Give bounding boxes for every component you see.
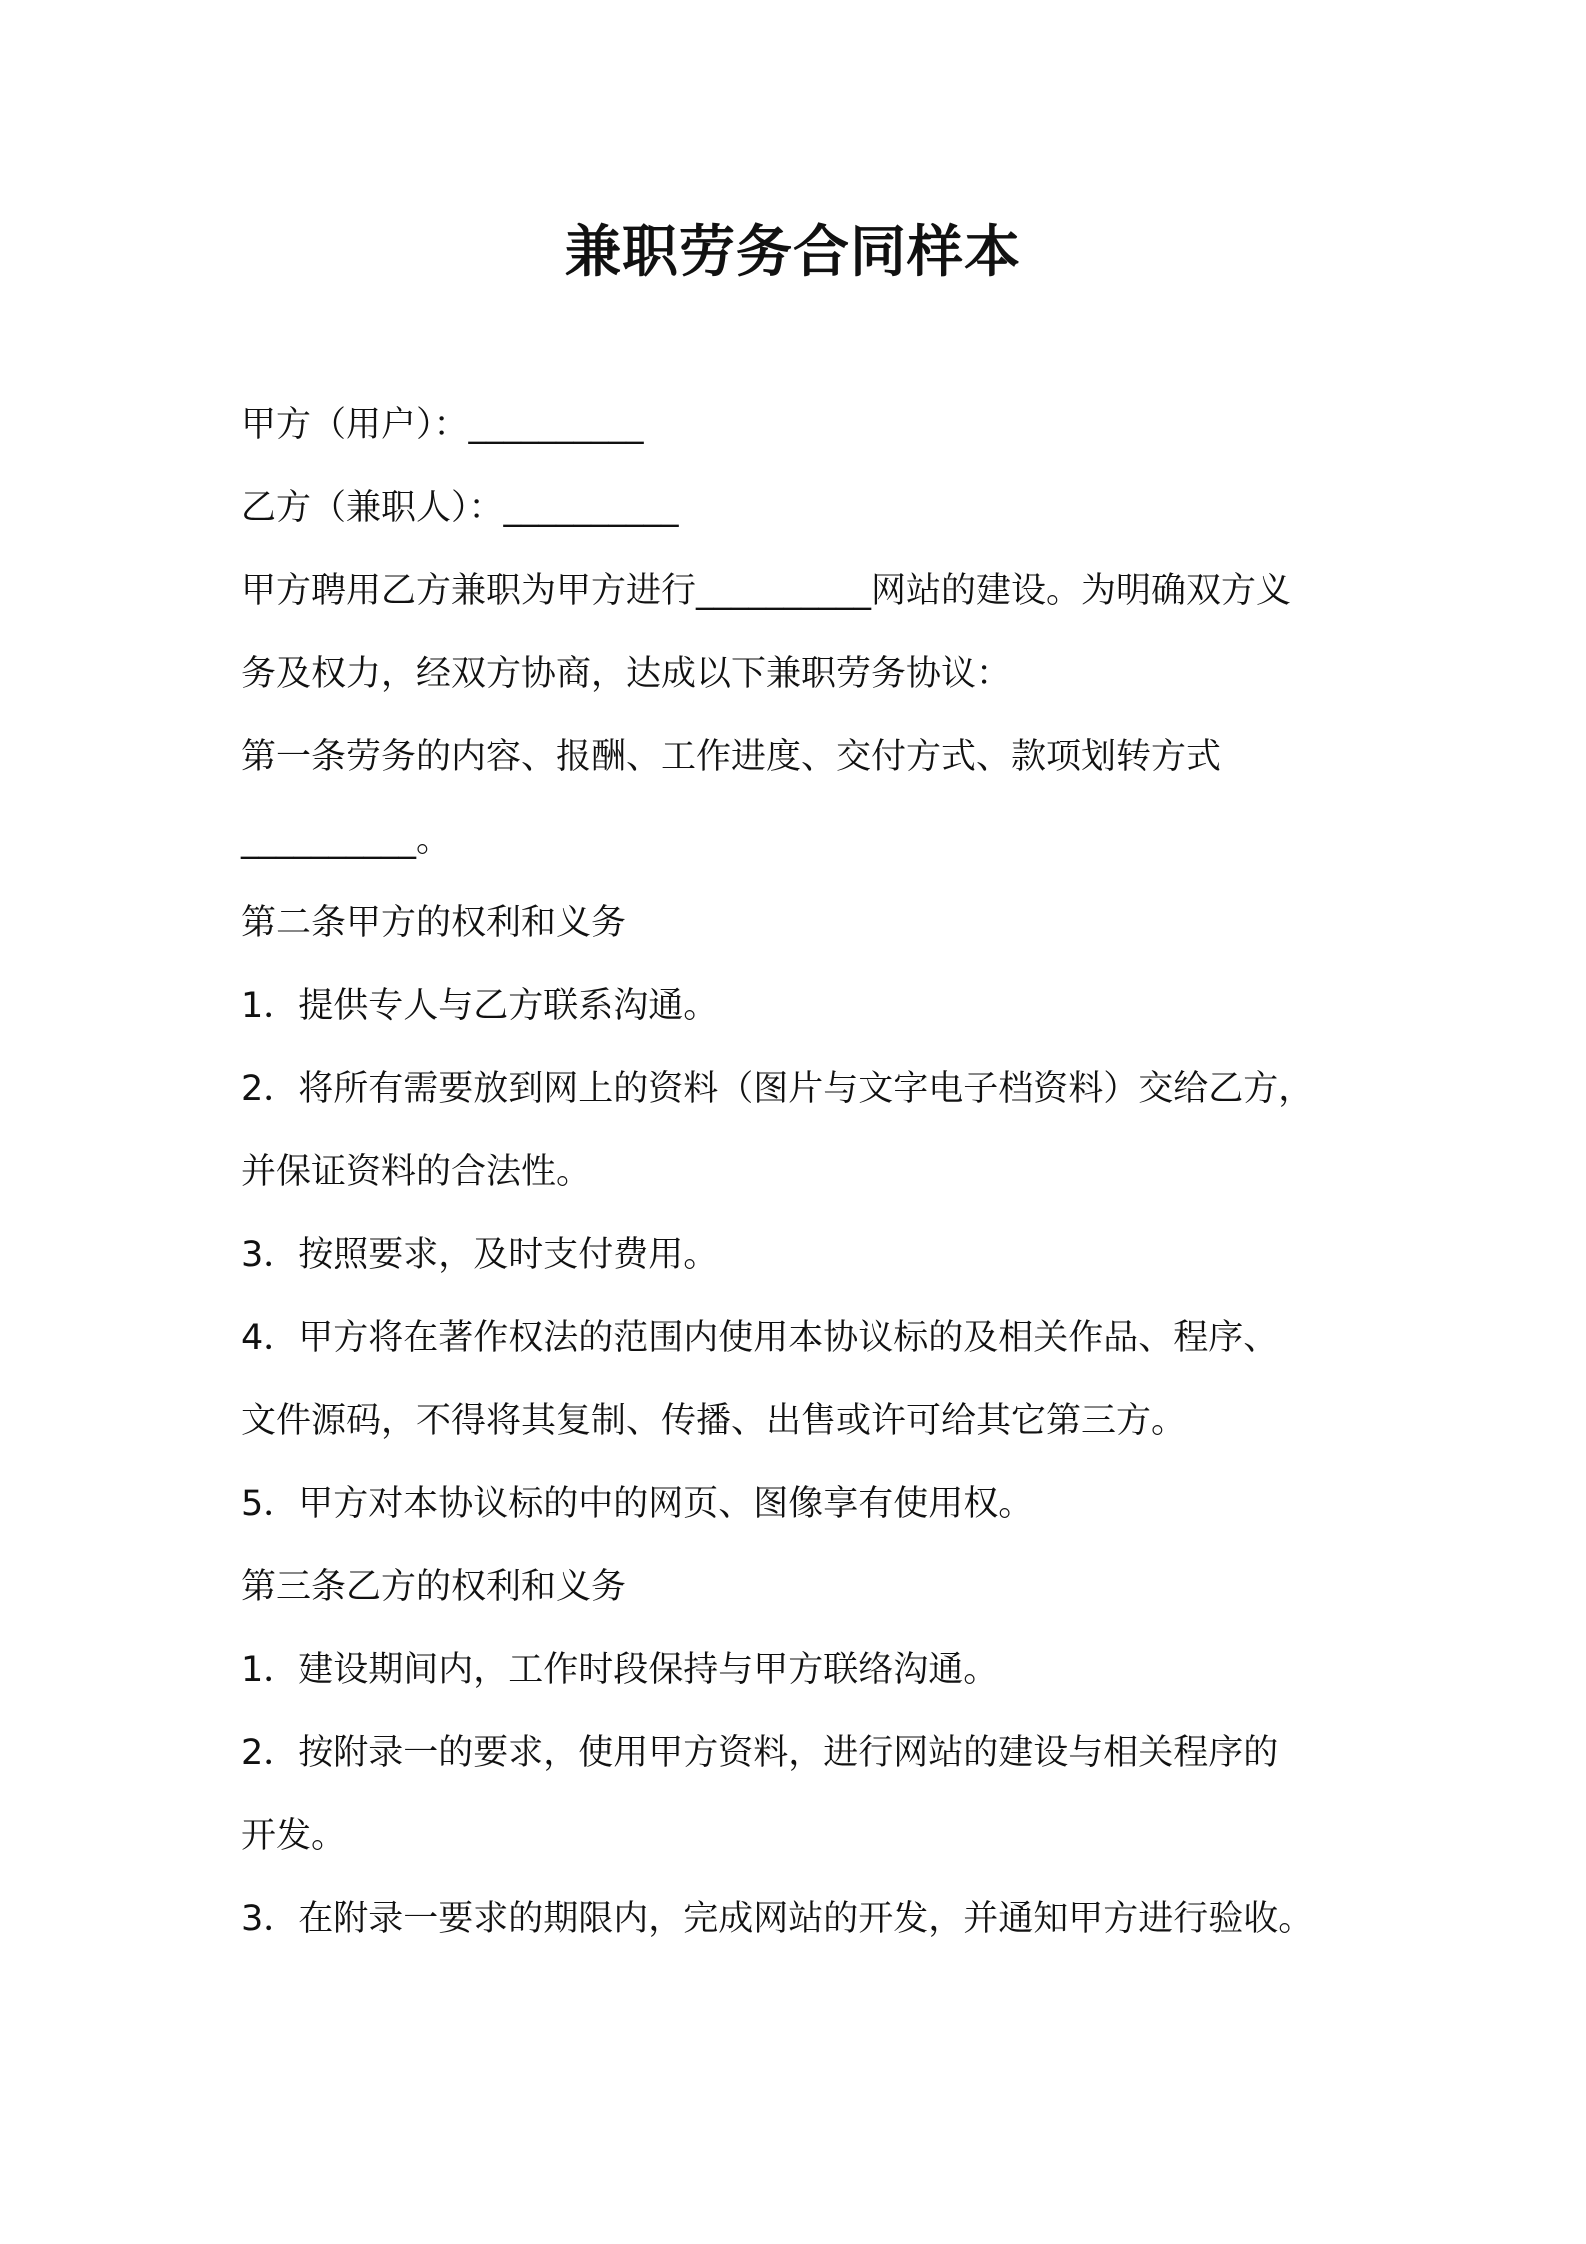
list-item: 2．将所有需要放到网上的资料（图片与文字电子档资料）交给乙方，: [241, 1069, 1314, 1109]
contract-body: [241, 404, 1391, 1940]
paragraph-line: 务及权力，经双方协商，达成以下兼职劳务协议：: [241, 654, 1012, 694]
document-title: 兼职劳务合同样本: [565, 220, 1021, 285]
paragraph-line: 甲方聘用乙方兼职为甲方进行__________网站的建设。为明确双方义: [241, 571, 1292, 611]
list-item: 2．按附录一的要求，使用甲方资料，进行网站的建设与相关程序的: [241, 1733, 1279, 1773]
list-item: 5．甲方对本协议标的中的网页、图像享有使用权。: [241, 1484, 1034, 1524]
party-a-line: 甲方（用户）：__________: [241, 405, 644, 445]
list-item: 3．按照要求，及时支付费用。: [241, 1235, 719, 1275]
paragraph-line: __________。: [241, 820, 452, 860]
article-1-heading: 第一条劳务的内容、报酬、工作进度、交付方式、款项划转方式: [241, 737, 1222, 777]
article-3-heading: 第三条乙方的权利和义务: [241, 1567, 627, 1607]
list-item: 4．甲方将在著作权法的范围内使用本协议标的及相关作品、程序、: [241, 1318, 1279, 1358]
list-item-continuation: 并保证资料的合法性。: [241, 1152, 592, 1192]
list-item: 1．建设期间内，工作时段保持与甲方联络沟通。: [241, 1650, 999, 1690]
list-item: 3．在附录一要求的期限内，完成网站的开发，并通知甲方进行验收。: [241, 1899, 1314, 1939]
article-2-heading: 第二条甲方的权利和义务: [241, 903, 627, 943]
list-item: 1．提供专人与乙方联系沟通。: [241, 986, 719, 1026]
list-item-continuation: 开发。: [241, 1816, 347, 1856]
party-b-line: 乙方（兼职人）：__________: [241, 488, 679, 528]
list-item-continuation: 文件源码，不得将其复制、传播、出售或许可给其它第三方。: [241, 1401, 1187, 1441]
